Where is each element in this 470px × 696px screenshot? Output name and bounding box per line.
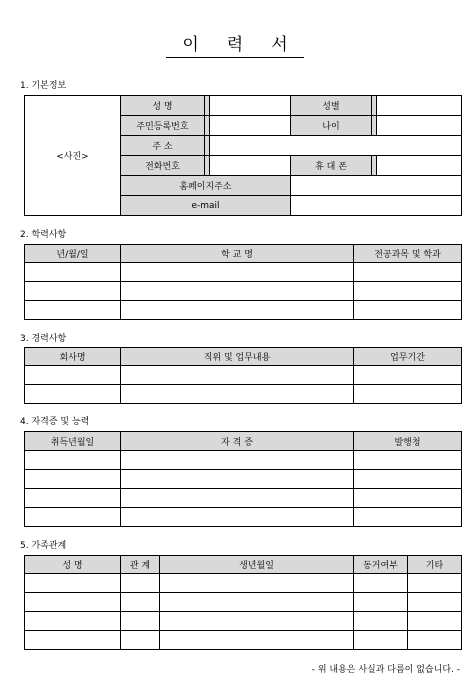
table-cell[interactable]: [25, 574, 121, 593]
table-cell[interactable]: [25, 631, 121, 650]
mobile-field[interactable]: [377, 156, 462, 176]
table-cell[interactable]: [408, 631, 462, 650]
table-cell[interactable]: [121, 593, 160, 612]
column-header: 기타: [408, 556, 462, 574]
table-cell[interactable]: [121, 385, 354, 404]
name-label: 성 명: [121, 96, 205, 116]
title-char-3: 서: [271, 35, 288, 55]
table-cell[interactable]: [354, 451, 462, 470]
table-cell[interactable]: [354, 366, 462, 385]
table-cell[interactable]: [25, 385, 121, 404]
table-cell[interactable]: [25, 470, 121, 489]
phone-label: 전화번호: [121, 156, 205, 176]
table-cell[interactable]: [408, 612, 462, 631]
table-cell[interactable]: [354, 489, 462, 508]
column-header: 취득년월일: [25, 432, 121, 451]
table-cell[interactable]: [25, 451, 121, 470]
table-cell[interactable]: [121, 489, 354, 508]
table-cell[interactable]: [121, 508, 354, 527]
table-cell[interactable]: [25, 593, 121, 612]
section-career-title: 3. 경력사항: [20, 334, 67, 344]
section-basic-title: 1. 기본정보: [20, 81, 67, 91]
title-char-1: 이: [182, 35, 199, 55]
table-cell[interactable]: [354, 508, 462, 527]
id-number-field[interactable]: [210, 116, 291, 136]
table-cell[interactable]: [25, 489, 121, 508]
table-cell[interactable]: [354, 470, 462, 489]
table-cell[interactable]: [160, 631, 354, 650]
family-table: [24, 555, 462, 650]
column-header: 학 교 명: [121, 245, 354, 263]
email-label: e-mail: [121, 196, 291, 216]
column-header: 자 격 증: [121, 432, 354, 451]
homepage-label: 홈페이지주소: [121, 176, 291, 196]
column-header: 회사명: [25, 348, 121, 366]
table-cell[interactable]: [121, 631, 160, 650]
name-field[interactable]: [210, 96, 291, 116]
email-field[interactable]: [291, 196, 462, 216]
table-cell[interactable]: [121, 282, 354, 301]
table-cell[interactable]: [160, 593, 354, 612]
education-table: [24, 244, 462, 320]
column-header: 발행청: [354, 432, 462, 451]
column-header: 관 계: [121, 556, 160, 574]
table-cell[interactable]: [121, 451, 354, 470]
table-cell[interactable]: [354, 612, 408, 631]
column-header: 성 명: [25, 556, 121, 574]
section-license-title: 4. 자격증 및 능력: [20, 417, 90, 427]
table-cell[interactable]: [121, 366, 354, 385]
footer-statement: - 위 내용은 사실과 다름이 없습니다. -: [311, 665, 460, 675]
column-header: 전공과목 및 학과: [354, 245, 462, 263]
table-cell[interactable]: [160, 612, 354, 631]
page-title: [0, 30, 470, 58]
table-cell[interactable]: [121, 612, 160, 631]
table-cell[interactable]: [354, 593, 408, 612]
homepage-field[interactable]: [291, 176, 462, 196]
address-label: 주 소: [121, 136, 205, 156]
column-header: 동거여부: [354, 556, 408, 574]
phone-field[interactable]: [210, 156, 291, 176]
table-cell[interactable]: [25, 366, 121, 385]
gender-field[interactable]: [377, 96, 462, 116]
table-cell[interactable]: [121, 574, 160, 593]
id-number-label: 주민등록번호: [121, 116, 205, 136]
section-family-title: 5. 가족관계: [20, 541, 67, 551]
column-header: 직위 및 업무내용: [121, 348, 354, 366]
column-header: 생년월일: [160, 556, 354, 574]
photo-box[interactable]: <사진>: [25, 96, 121, 216]
table-cell[interactable]: [160, 574, 354, 593]
gender-label: 성별: [291, 96, 372, 116]
table-cell[interactable]: [408, 574, 462, 593]
table-cell[interactable]: [354, 301, 462, 320]
address-field[interactable]: [210, 136, 462, 156]
table-cell[interactable]: [354, 631, 408, 650]
table-cell[interactable]: [354, 282, 462, 301]
table-cell[interactable]: [25, 282, 121, 301]
table-cell[interactable]: [408, 593, 462, 612]
table-cell[interactable]: [354, 385, 462, 404]
table-cell[interactable]: [354, 263, 462, 282]
table-cell[interactable]: [25, 301, 121, 320]
career-table: [24, 347, 462, 404]
title-underline: [166, 30, 303, 58]
basic-info-table: [24, 95, 462, 216]
mobile-label: 휴 대 폰: [291, 156, 372, 176]
table-cell[interactable]: [354, 574, 408, 593]
title-char-2: 력: [226, 35, 244, 55]
table-cell[interactable]: [121, 470, 354, 489]
license-table: [24, 431, 462, 527]
table-cell[interactable]: [25, 612, 121, 631]
section-education-title: 2. 학력사항: [20, 230, 67, 240]
table-cell[interactable]: [121, 263, 354, 282]
table-cell[interactable]: [121, 301, 354, 320]
age-label: 나이: [291, 116, 372, 136]
column-header: 년/월/일: [25, 245, 121, 263]
table-cell[interactable]: [25, 508, 121, 527]
age-field[interactable]: [377, 116, 462, 136]
table-cell[interactable]: [25, 263, 121, 282]
column-header: 업무기간: [354, 348, 462, 366]
